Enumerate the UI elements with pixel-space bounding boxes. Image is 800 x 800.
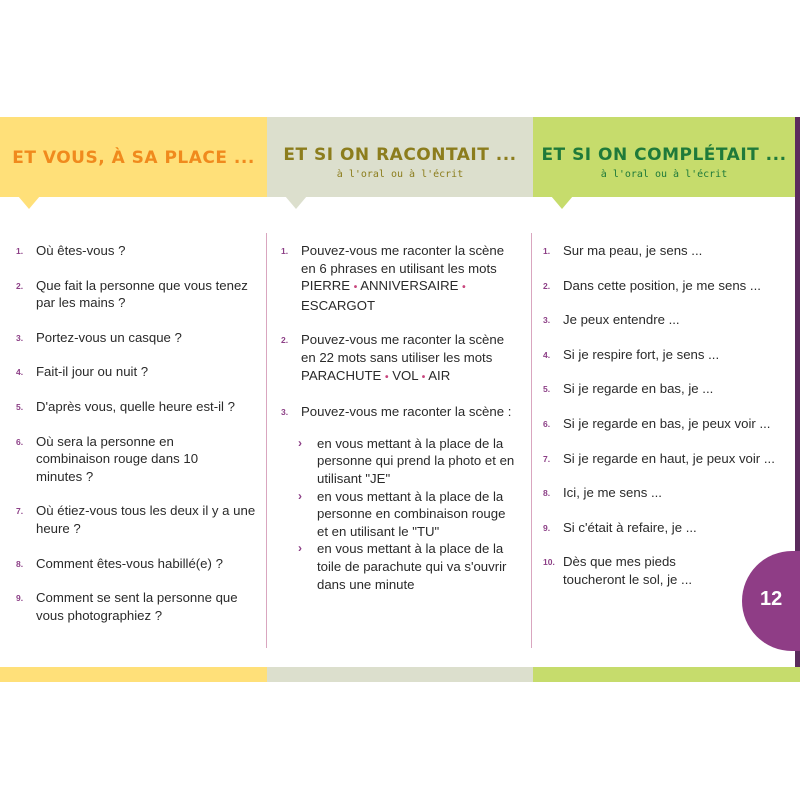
column-1-title: ET VOUS, À SA PLACE ... [12,148,255,168]
item-number: 2. [543,280,551,291]
list-item [543,519,793,537]
column-separator [531,233,532,648]
item-text: Si je regarde en bas, je peux voir ... [563,415,771,431]
list-item [16,398,254,416]
item-number: 7. [543,453,551,464]
item-number: 3. [281,407,289,418]
bullet-text: en vous mettant à la place de la personne en combinaison rouge et en utilisant le "TU" [317,488,506,539]
item-number: 5. [543,384,551,395]
item-word: AIR [428,367,451,383]
list-item [543,380,793,398]
sub-bullet-list [281,435,517,593]
chevron-right-icon: › [298,541,302,556]
item-text: Si je regarde en haut, je peux voir ... [563,450,775,466]
item-text: Pouvez-vous me raconter la scène en 6 phrases en utilisant les mots PIERRE [301,243,505,294]
footer-band-1 [0,667,267,682]
item-number: 9. [543,522,551,533]
item-text: Dès que mes pieds toucheront le sol, je ... [563,554,693,587]
item-text: Fait-il jour ou nuit ? [36,364,149,380]
footer-band-3 [533,667,800,682]
list-item [543,346,793,364]
column-separator [266,233,267,648]
list-item [543,450,793,468]
item-number: 3. [543,315,551,326]
column-1-list [16,242,254,624]
item-number: 3. [16,332,24,343]
column-2-title: ET SI ON RACONTAIT ... [283,145,517,165]
header-pointer-3 [551,196,573,209]
word-separator: • [462,282,466,294]
list-item [16,277,254,312]
bullet-text: en vous mettant à la place de la personne qui prend la photo et en utilisant "JE" [317,435,515,486]
item-text: Je peux entendre ... [563,312,680,328]
list-item [16,363,254,381]
list-item [281,331,517,386]
item-number: 6. [543,418,551,429]
item-text: Ici, je me sens ... [563,485,662,501]
item-number: 8. [16,558,24,569]
item-word: ANNIVERSAIRE [360,278,459,294]
item-number: 4. [16,367,24,378]
item-text: Dans cette position, je me sens ... [563,277,761,293]
column-2-list [281,242,517,593]
header-band-2 [267,117,533,197]
item-text: Où étiez-vous tous les deux il y a une heure ? [36,503,256,536]
bullet-item [281,435,517,488]
header-band-1 [0,117,267,197]
list-item [543,415,793,433]
item-text: Où sera la personne en combinaison rouge dans 10 minutes ? [36,433,199,484]
column-2-subtitle: à l'oral ou à l'écrit [336,169,464,180]
item-text: Si c'était à refaire, je ... [563,519,697,535]
word-separator: • [353,282,358,294]
header-pointer-2 [285,196,307,209]
list-item [281,403,517,421]
list-item [543,242,793,260]
column-3-list [543,242,793,589]
bullet-item [281,540,517,593]
item-number: 7. [16,506,24,517]
item-number: 1. [16,246,24,256]
item-text: Portez-vous un casque ? [36,329,182,345]
item-text: Comment se sent la personne que vous photographiez ? [36,590,238,623]
list-item [543,311,793,329]
item-text: D'après vous, quelle heure est-il ? [36,398,235,414]
item-text: Que fait la personne que vous tenez par les mains ? [36,277,248,311]
chevron-right-icon: › [298,488,302,503]
bullet-item [281,488,517,541]
item-number: 1. [281,246,289,256]
list-item [281,242,517,314]
page-number: 12 [760,588,783,610]
item-number: 8. [543,488,551,499]
item-number: 1. [543,246,551,256]
chevron-right-icon: › [298,435,302,450]
header-pointer-1 [18,196,40,209]
item-word: VOL [392,367,419,383]
item-number: 9. [16,593,24,604]
item-text: Si je respire fort, je sens ... [563,346,720,362]
bullet-text: en vous mettant à la place de la toile de parachute qui va s'ouvrir dans une minute [317,541,507,592]
item-text: Où êtes-vous ? [36,243,126,258]
item-text: Si je regarde en bas, je ... [563,381,714,397]
item-text: Sur ma peau, je sens ... [563,243,703,258]
item-text: Pouvez-vous me raconter la scène en 22 mots sans utiliser les mots PARACHUTE [301,332,505,383]
item-number: 6. [16,436,24,447]
word-separator: • [385,371,389,383]
item-text: Pouvez-vous me raconter la scène : [301,404,512,420]
list-item [543,553,738,588]
list-item [16,555,254,573]
word-separator: • [421,371,426,383]
column-3-subtitle: à l'oral ou à l'écrit [600,169,728,180]
item-number: 2. [16,280,24,291]
item-text: Comment êtes-vous habillé(e) ? [36,555,223,571]
list-item [543,484,793,502]
list-item [543,277,793,295]
list-item [16,242,254,260]
item-number: 10. [543,557,555,568]
item-number: 2. [281,335,289,346]
list-item [16,433,221,486]
item-number: 4. [543,349,551,360]
list-item [16,502,261,537]
list-item [16,329,254,347]
column-3-title: ET SI ON COMPLÉTAIT ... [541,145,787,165]
item-number: 5. [16,401,24,412]
header-band-3 [533,117,795,197]
item-word: ESCARGOT [301,297,376,313]
footer-band-2 [267,667,533,682]
list-item [16,589,254,624]
